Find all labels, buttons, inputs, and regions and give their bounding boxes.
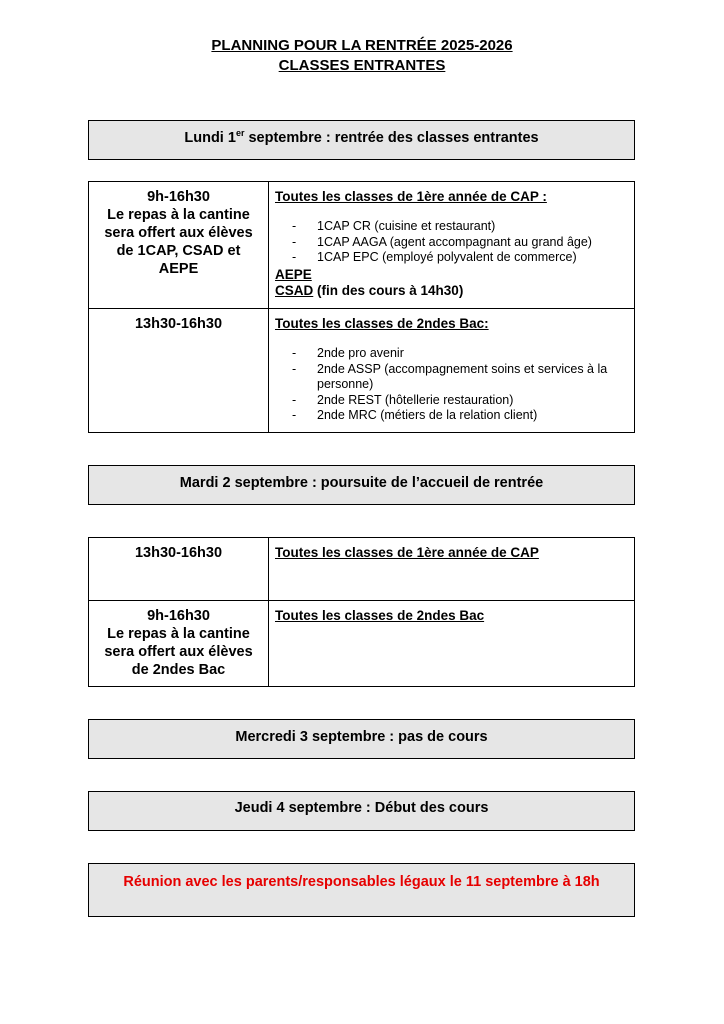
page-subtitle: CLASSES ENTRANTES xyxy=(278,57,446,74)
table-row xyxy=(89,601,635,687)
table-row xyxy=(89,309,635,433)
list-item: - 1CAP CR (cuisine et restaurant) xyxy=(275,219,628,235)
row-heading: Toutes les classes de 2ndes Bac: xyxy=(275,316,489,331)
class-list xyxy=(275,346,628,424)
csad-note: (fin des cours à 14h30) xyxy=(313,282,464,298)
time-line: AEPE xyxy=(158,261,199,277)
meeting-banner: Réunion avec les parents/responsables légaux le 11 septembre à 18h xyxy=(88,863,635,917)
time-line: 9h-16h30 xyxy=(147,608,210,624)
table-row xyxy=(89,538,635,601)
page-title: PLANNING POUR LA RENTRÉE 2025-2026 xyxy=(211,37,513,54)
aepe-label: AEPE xyxy=(275,266,312,282)
thursday-banner: Jeudi 4 septembre : Début des cours xyxy=(88,791,635,831)
monday-banner xyxy=(88,120,635,160)
row-heading: Toutes les classes de 1ère année de CAP xyxy=(275,545,539,560)
time-line: 13h30-16h30 xyxy=(134,316,223,332)
list-item: - 2nde pro avenir xyxy=(275,346,628,362)
time-line: sera offert aux élèves xyxy=(104,225,253,241)
csad-label: CSAD xyxy=(275,282,314,298)
monday-banner-sup: er xyxy=(235,128,245,139)
list-item: - 1CAP EPC (employé polyvalent de commerce) xyxy=(275,250,628,266)
tuesday-banner: Mardi 2 septembre : poursuite de l’accueil de rentrée xyxy=(88,465,635,505)
row-heading: Toutes les classes de 2ndes Bac xyxy=(275,608,485,623)
time-line: sera offert aux élèves xyxy=(104,644,253,660)
time-line: de 2ndes Bac xyxy=(131,662,226,678)
list-item: - 2nde MRC (métiers de la relation client) xyxy=(275,408,628,424)
row-heading: Toutes les classes de 1ère année de CAP : xyxy=(275,189,547,204)
tuesday-schedule-table xyxy=(88,537,635,687)
time-line: Le repas à la cantine xyxy=(107,207,250,223)
time-line: Le repas à la cantine xyxy=(107,626,250,642)
class-list xyxy=(275,219,628,266)
extra-csad xyxy=(275,283,628,299)
tuesday-row1-desc xyxy=(269,538,635,601)
monday-row2-time xyxy=(89,309,269,433)
tuesday-row2-time xyxy=(89,601,269,687)
extra-aepe xyxy=(275,267,628,283)
monday-row1-desc xyxy=(269,182,635,309)
time-line: 9h-16h30 xyxy=(147,189,210,205)
table-row xyxy=(89,182,635,309)
monday-row1-time xyxy=(89,182,269,309)
time-line: 13h30-16h30 xyxy=(134,545,223,561)
list-item: - 1CAP AAGA (agent accompagnant au grand âge) xyxy=(275,235,628,251)
wednesday-banner: Mercredi 3 septembre : pas de cours xyxy=(88,719,635,759)
monday-banner-suffix: septembre : rentrée des classes entrantes xyxy=(244,130,539,146)
time-line: de 1CAP, CSAD et xyxy=(116,243,241,259)
monday-row2-desc xyxy=(269,309,635,433)
list-item: - 2nde ASSP (accompagnement soins et services à la personne) xyxy=(275,362,628,393)
list-item: - 2nde REST (hôtellerie restauration) xyxy=(275,393,628,409)
tuesday-row2-desc xyxy=(269,601,635,687)
monday-schedule-table xyxy=(88,181,635,433)
tuesday-row1-time xyxy=(89,538,269,601)
monday-banner-prefix: Lundi 1 xyxy=(184,130,236,146)
